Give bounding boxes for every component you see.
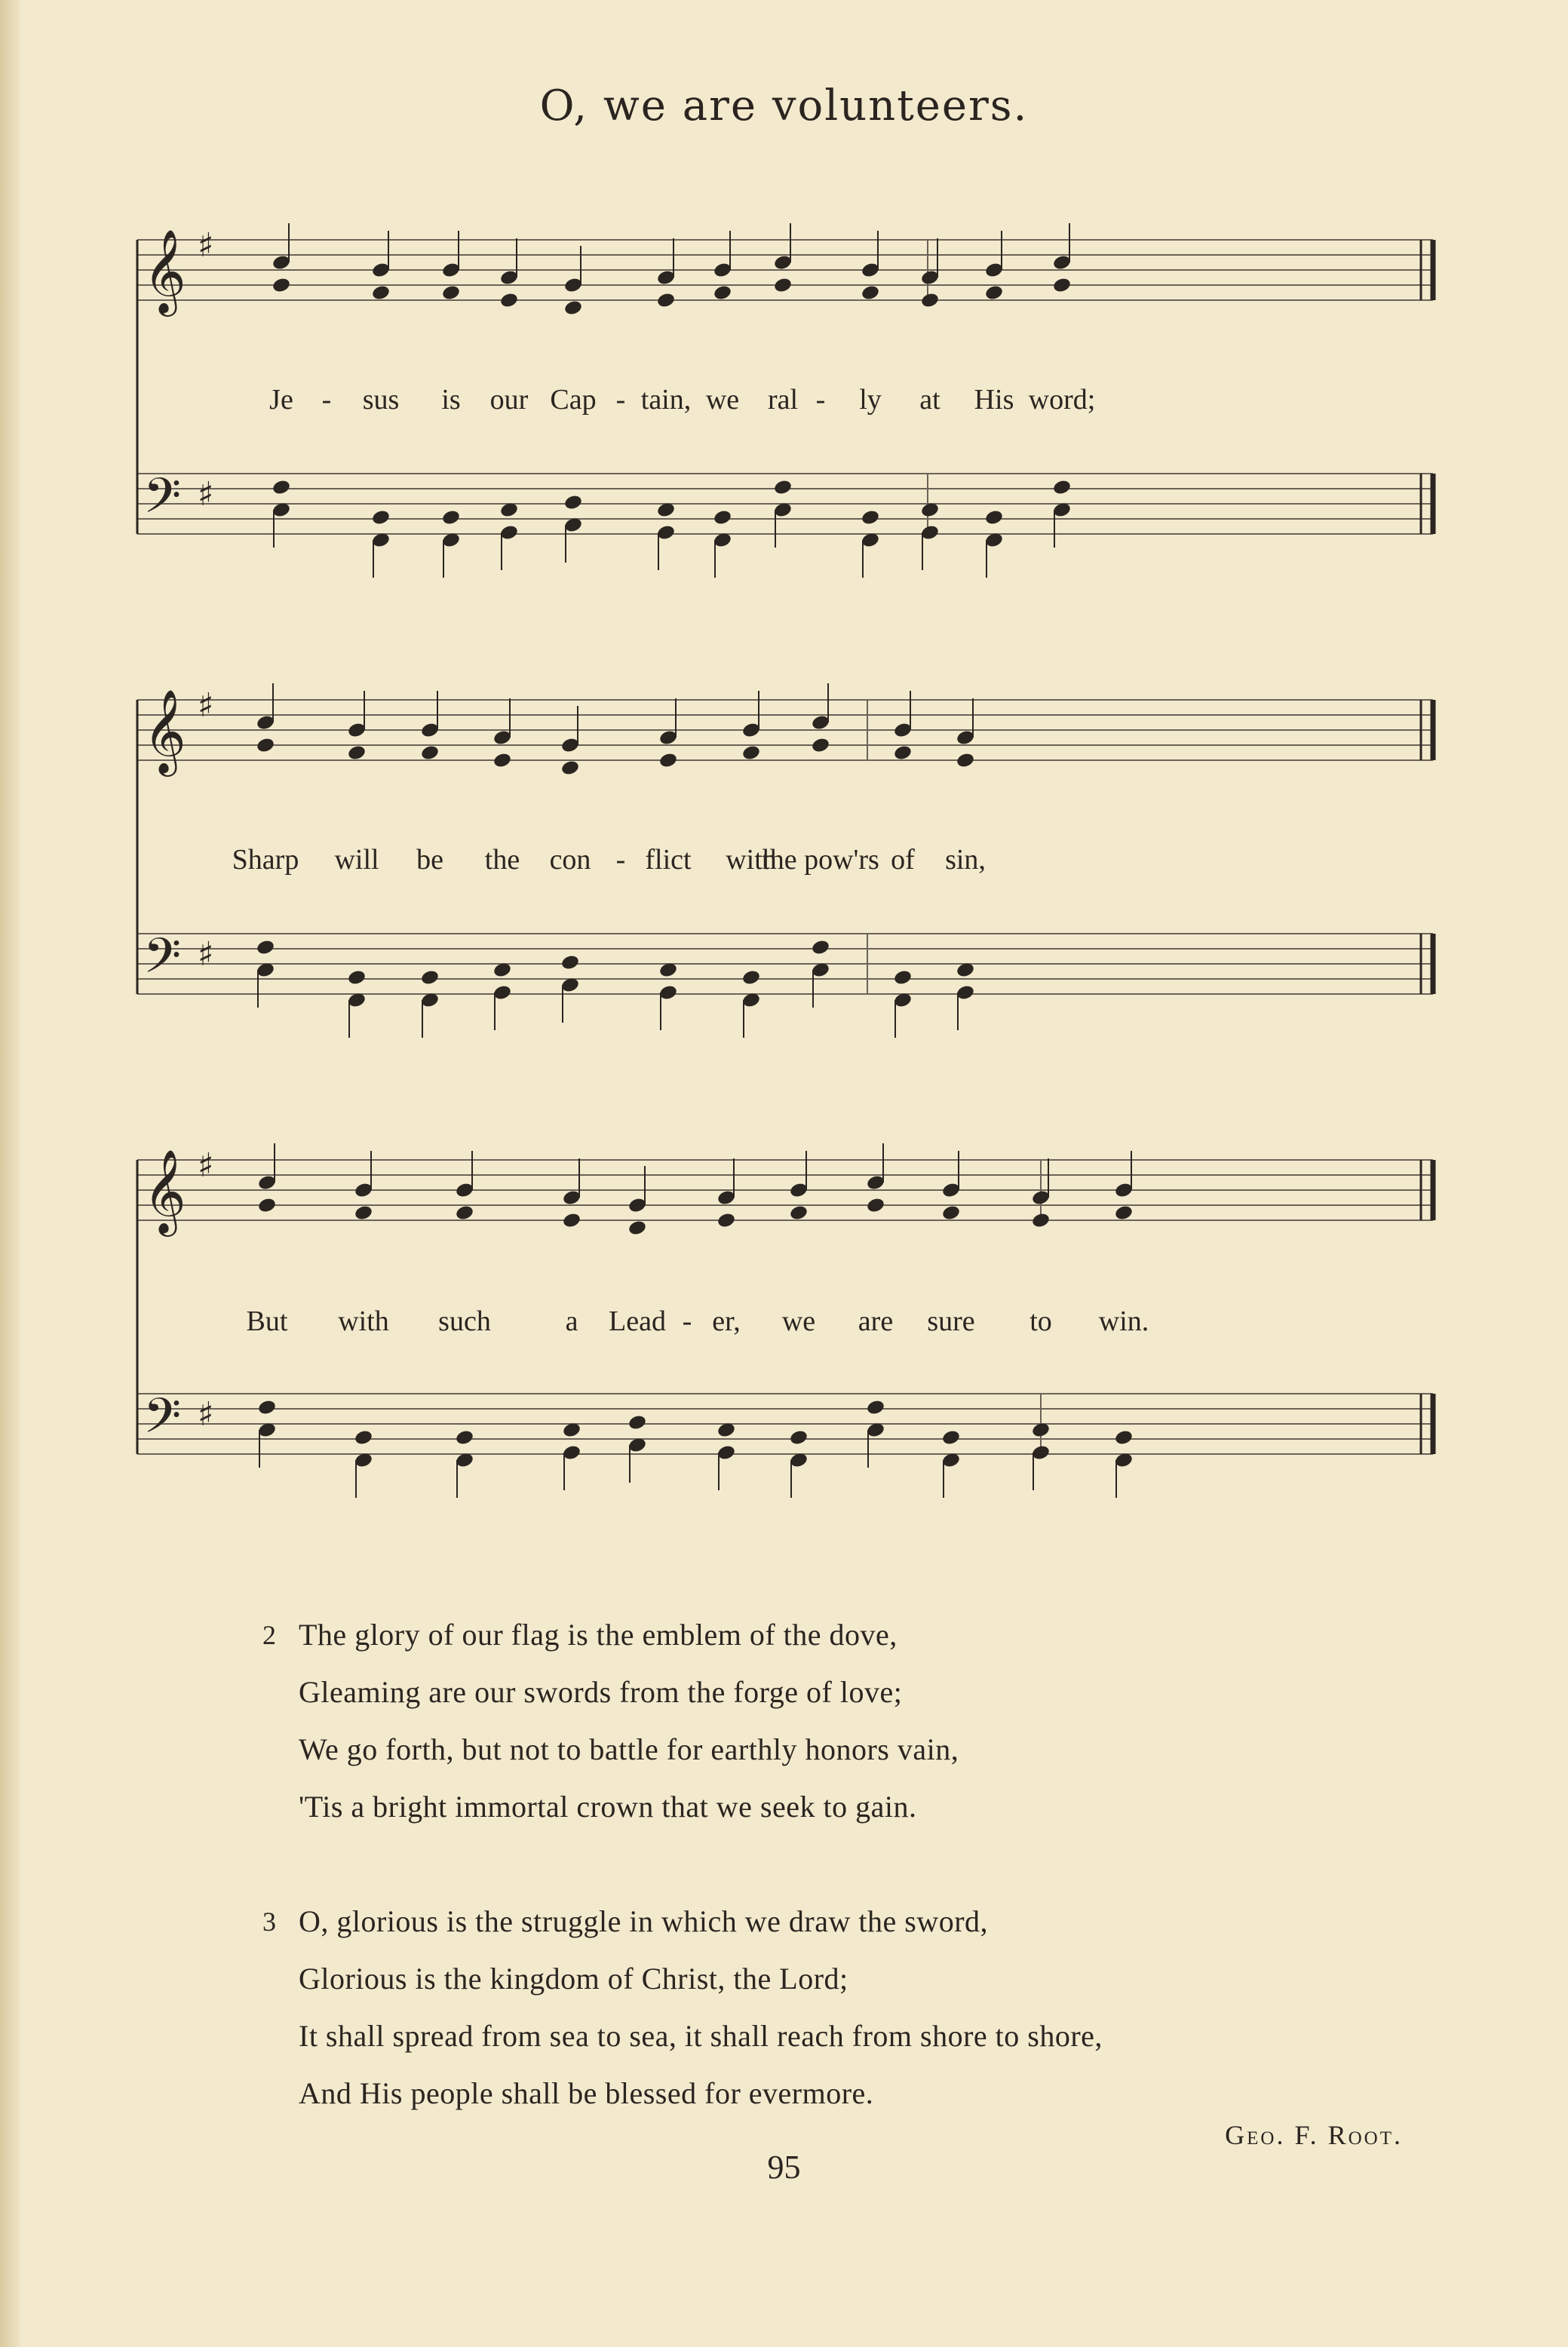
- verse-3: [256, 1893, 1448, 2122]
- lyric-syllable: Sharp: [232, 844, 299, 876]
- bass-note-head: [347, 969, 367, 986]
- verse-line: [256, 1950, 1448, 2008]
- verse-text: O, glorious is the struggle in which we draw the sword,: [299, 1904, 989, 1938]
- treble-note-head: [1031, 1212, 1051, 1229]
- bass-note-head: [941, 1429, 961, 1447]
- page-number: 95: [767, 2149, 801, 2186]
- lyric-syllable: word;: [1028, 384, 1096, 416]
- verse-line: [256, 1893, 1448, 1950]
- lyrics-line-3: [128, 1305, 1444, 1350]
- bass-note-head: [866, 1399, 885, 1416]
- treble-note-head: [658, 752, 678, 769]
- treble-note-head: [354, 1204, 373, 1222]
- verse-text: The glory of our flag is the emblem of the dove,: [299, 1618, 898, 1652]
- bass-note-head: [1052, 479, 1072, 496]
- lyric-hyphen: -: [615, 844, 626, 876]
- lyric-syllable: sure: [927, 1305, 975, 1337]
- verse-line: [256, 1606, 1448, 1664]
- music-system-1: [128, 219, 1444, 581]
- verse-line: [256, 1664, 1448, 1721]
- sharp-icon: ♯: [198, 1395, 214, 1434]
- hymn-title: O, we are volunteers.: [539, 81, 1029, 130]
- treble-note-head: [789, 1204, 809, 1222]
- sharp-icon: ♯: [198, 226, 214, 265]
- lyric-syllable: Lead: [609, 1305, 666, 1337]
- lyric-syllable: win.: [1098, 1305, 1149, 1337]
- page-binding-edge: [0, 0, 20, 2347]
- lyric-syllable: with: [726, 844, 777, 876]
- treble-note-head: [713, 284, 732, 302]
- verse-text: And His people shall be blessed for evermore.: [299, 2076, 874, 2110]
- lyric-syllable: such: [438, 1305, 491, 1337]
- treble-note-head: [257, 1197, 277, 1214]
- treble-note-head: [984, 284, 1004, 302]
- treble-note-head: [893, 744, 913, 762]
- treble-note-head: [455, 1204, 474, 1222]
- lyric-syllable: we: [781, 1305, 816, 1337]
- lyric-syllable: with: [338, 1305, 389, 1337]
- treble-note-head: [811, 737, 830, 754]
- bass-note-head: [789, 1429, 809, 1447]
- treble-note-head: [920, 292, 940, 309]
- bass-note-head: [560, 954, 580, 971]
- lyric-syllable: to: [1029, 1305, 1052, 1337]
- treble-note-head: [420, 744, 440, 762]
- lyric-syllable: Cap: [550, 384, 597, 416]
- treble-note-head: [1052, 277, 1072, 294]
- lyric-syllable: But: [246, 1305, 288, 1337]
- bass-note-head: [811, 939, 830, 956]
- verse-2: [256, 1606, 1448, 1836]
- treble-note-head: [861, 284, 880, 302]
- treble-note-head: [773, 277, 793, 294]
- treble-note-head: [866, 1197, 885, 1214]
- bass-note-head: [713, 509, 732, 526]
- verse-text: 'Tis a bright immortal crown that we seek to gain.: [299, 1790, 917, 1824]
- lyric-syllable: of: [891, 844, 915, 876]
- composer-credit: Geo. F. Root.: [1225, 2120, 1403, 2150]
- additional-verses: [256, 1606, 1448, 2180]
- lyric-hyphen: -: [682, 1305, 692, 1337]
- bass-note-head: [984, 509, 1004, 526]
- lyric-syllable: be: [416, 844, 443, 876]
- lyric-syllable: at: [919, 384, 940, 416]
- bass-note-head: [371, 509, 391, 526]
- treble-note-head: [499, 292, 519, 309]
- bass-clef-icon: 𝄢: [143, 1388, 182, 1456]
- bass-note-head: [257, 1399, 277, 1416]
- verse-line: [256, 2065, 1448, 2122]
- treble-clef-icon: 𝄞: [143, 689, 186, 773]
- treble-note-head: [492, 752, 512, 769]
- lyrics-line-2: [128, 843, 1444, 888]
- treble-note-head: [716, 1212, 736, 1229]
- lyric-syllable: tain,: [640, 384, 692, 416]
- treble-clef-icon: 𝄞: [143, 229, 186, 313]
- bass-note-head: [455, 1429, 474, 1447]
- bass-note-head: [563, 494, 583, 511]
- treble-note-head: [560, 759, 580, 777]
- lyric-syllable: flict: [645, 844, 692, 876]
- bass-clef-icon: 𝄢: [143, 928, 182, 996]
- treble-note-head: [941, 1204, 961, 1222]
- music-system-3: [128, 1139, 1444, 1501]
- lyric-syllable: our: [489, 384, 529, 416]
- bass-note-head: [420, 969, 440, 986]
- lyric-syllable: the: [484, 844, 520, 876]
- bass-note-head: [256, 939, 275, 956]
- lyric-syllable: the pow'rs: [762, 844, 879, 876]
- bass-note-head: [773, 479, 793, 496]
- treble-note-head: [741, 744, 761, 762]
- sharp-icon: ♯: [198, 475, 214, 514]
- verse-line: [256, 2008, 1448, 2065]
- treble-note-head: [256, 737, 275, 754]
- treble-note-head: [441, 284, 461, 302]
- sharp-icon: ♯: [198, 1146, 214, 1185]
- verse-number: 2: [262, 1620, 277, 1650]
- lyric-syllable: a: [565, 1305, 578, 1337]
- lyric-syllable: er,: [712, 1305, 741, 1337]
- verse-text: Glorious is the kingdom of Christ, the Lord;: [299, 1962, 848, 1996]
- lyrics-line-1: [128, 383, 1444, 428]
- verse-text: We go forth, but not to battle for earthly honors vain,: [299, 1732, 959, 1766]
- lyric-syllable: sus: [362, 384, 400, 416]
- treble-note-head: [1114, 1204, 1134, 1222]
- treble-note-head: [628, 1220, 647, 1237]
- lyric-syllable: will: [334, 844, 379, 876]
- bass-note-head: [861, 509, 880, 526]
- music-system-2: [128, 679, 1444, 1041]
- bass-note-head: [441, 509, 461, 526]
- treble-note-head: [562, 1212, 581, 1229]
- bass-note-head: [628, 1414, 647, 1431]
- lyric-syllable: ly: [859, 384, 882, 416]
- lyric-syllable: His: [974, 384, 1014, 416]
- lyric-hyphen: -: [815, 384, 826, 416]
- bass-note-head: [1114, 1429, 1134, 1447]
- verse-text: It shall spread from sea to sea, it shall reach from shore to shore,: [299, 2019, 1103, 2053]
- lyric-hyphen: -: [321, 384, 332, 416]
- lyric-syllable: we: [705, 384, 740, 416]
- bass-note-head: [354, 1429, 373, 1447]
- lyric-syllable: sin,: [945, 844, 986, 876]
- lyric-hyphen: -: [615, 384, 626, 416]
- bass-note-head: [893, 969, 913, 986]
- lyric-syllable: Je: [269, 384, 293, 416]
- sharp-icon: ♯: [198, 686, 214, 725]
- verse-line: [256, 1778, 1448, 1836]
- verse-line: [256, 1721, 1448, 1778]
- bass-note-head: [741, 969, 761, 986]
- lyric-syllable: con: [549, 844, 591, 876]
- lyric-syllable: are: [858, 1305, 894, 1337]
- lyric-syllable: ral: [767, 384, 799, 416]
- sharp-icon: ♯: [198, 935, 214, 974]
- treble-note-head: [563, 299, 583, 317]
- treble-note-head: [656, 292, 676, 309]
- treble-clef-icon: 𝄞: [143, 1149, 186, 1233]
- bass-clef-icon: 𝄢: [143, 468, 182, 536]
- treble-note-head: [272, 277, 291, 294]
- verse-text: Gleaming are our swords from the forge of love;: [299, 1675, 903, 1709]
- bass-note-head: [272, 479, 291, 496]
- treble-note-head: [956, 752, 975, 769]
- treble-note-head: [371, 284, 391, 302]
- verse-number: 3: [262, 1907, 277, 1937]
- lyric-syllable: is: [441, 384, 461, 416]
- treble-note-head: [347, 744, 367, 762]
